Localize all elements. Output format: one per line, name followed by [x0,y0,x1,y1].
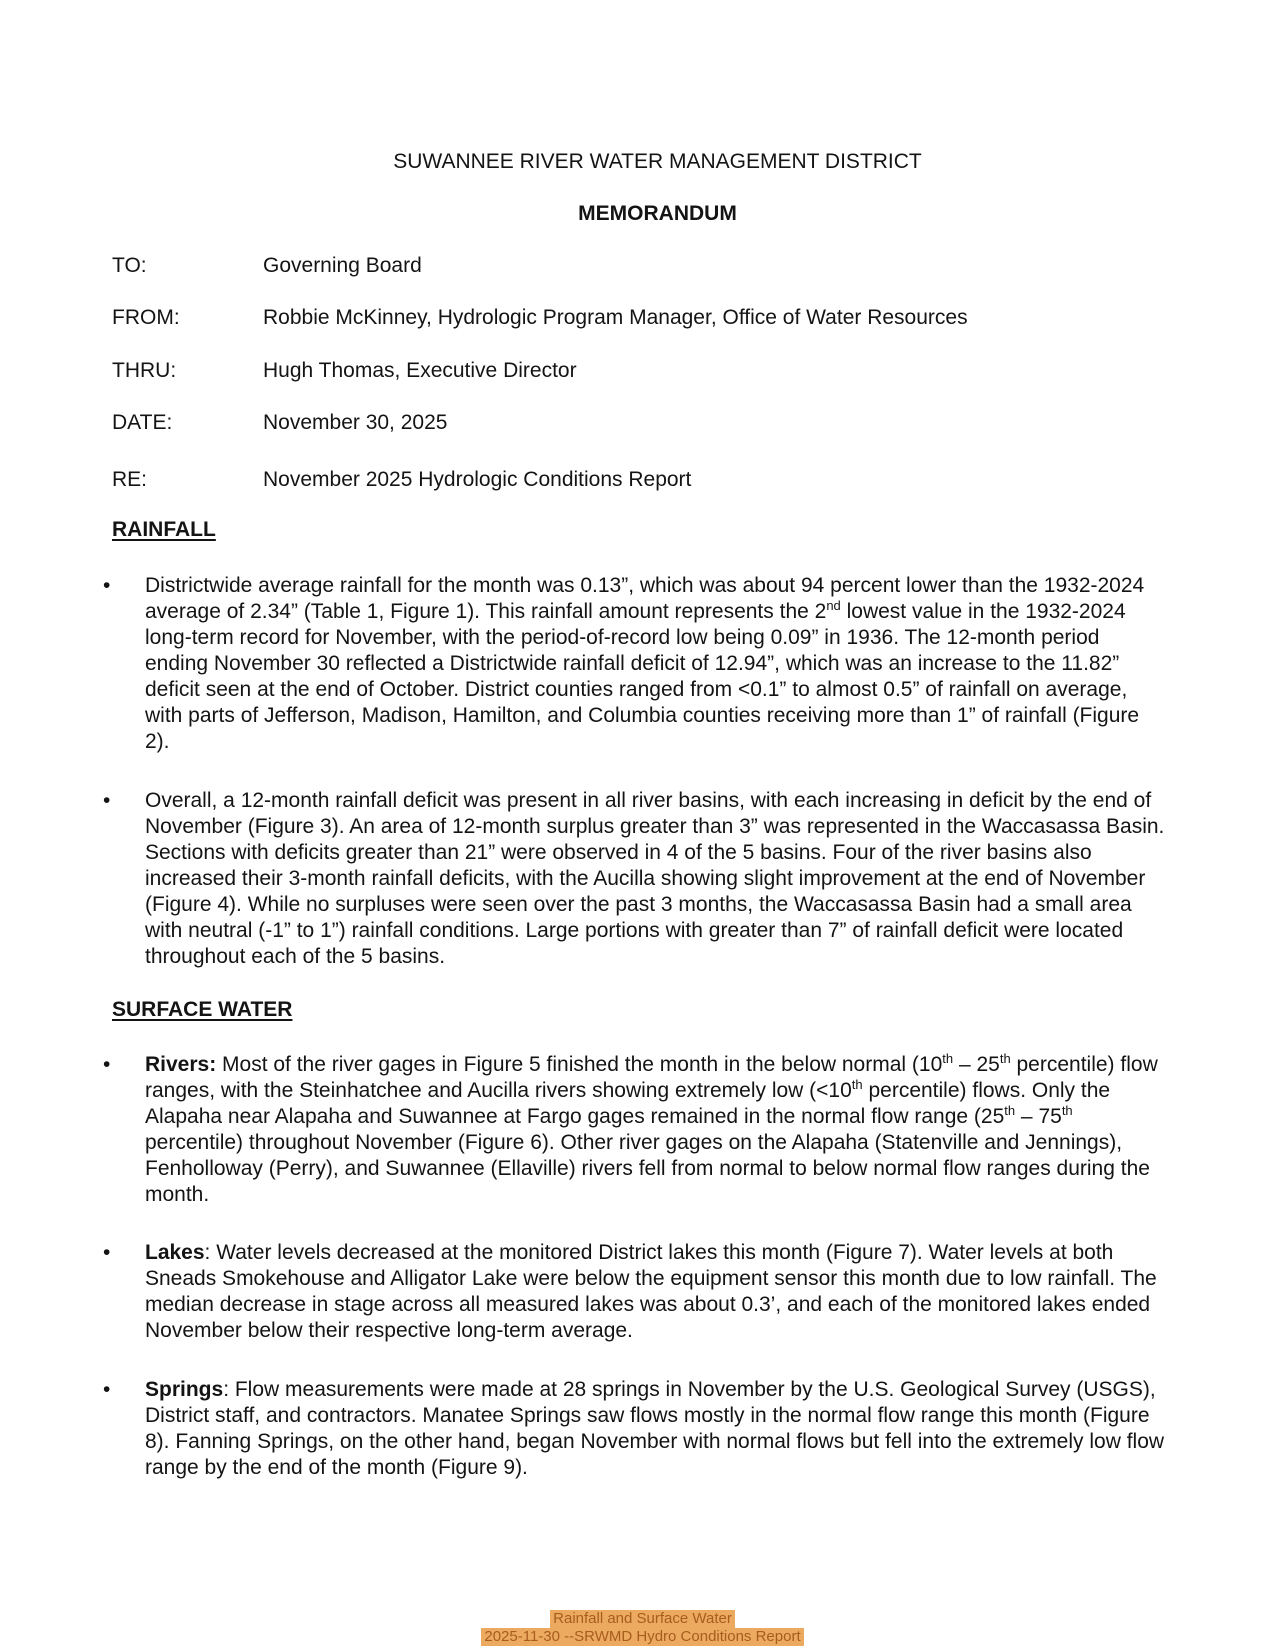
memo-field-value: Robbie McKinney, Hydrologic Program Manager, Office of Water Resources [263,306,968,329]
memo-field-label: THRU: [112,359,177,382]
memo-field-value: Governing Board [263,254,422,277]
bullet-rivers [103,1052,1165,1208]
document-title: SUWANNEE RIVER WATER MANAGEMENT DISTRICT [393,150,922,173]
document-subtitle: MEMORANDUM [578,202,737,225]
bullet-text: Springs: Flow measurements were made at 28 springs in November by the U.S. Geological Survey (USGS), District staff, and contractors. Manatee Springs saw flows mostly in the normal flow range this month (Figure 8). Fanning Springs, on the other hand, began November with normal flows but fell into the extremely low flow range by the end of the month (Figure 9). [145,1378,1165,1479]
memo-field-label: DATE: [112,411,173,434]
bullet-springs [103,1377,1165,1481]
bullet-text: Rivers: Most of the river gages in Figure 5 finished the month in the below normal (10th – 25th percentile) flow ranges, with the Steinhatchee and Aucilla rivers showing extremely low (<10th percentile) flows. Only the Alapaha near Alapaha and Suwannee at Fargo gages remained in the normal flow range (25th – 75th percentile) throughout November (Figure 6). Other river gages on the Alapaha (Statenville and Jennings), Fenholloway (Perry), and Suwannee (Ellaville) rivers fell from normal to below normal flow ranges during the month. [145,1051,1158,1206]
section-heading-rainfall: RAINFALL [112,518,216,541]
memo-field-to [112,253,1165,279]
footer-highlight-line-2: 2025-11-30 --SRWMD Hydro Conditions Report [481,1628,803,1646]
memo-field-value: November 30, 2025 [263,411,448,434]
section-heading-surface-water: SURFACE WATER [112,998,293,1021]
memo-field-thru [112,358,1165,384]
bullet-marker: • [103,789,111,812]
memo-field-label: FROM: [112,306,180,329]
memo-field-date [112,410,1165,436]
bullet-text: Districtwide average rainfall for the month was 0.13”, which was about 94 percent lower than the 1932-2024 average of 2.34” (Table 1, Figure 1). This rainfall amount represents the 2nd lowest value in the 1932-2024 long-term record for November, with the period-of-record low being 0.09” in 1936. The 12-month period ending November 30 reflected a Districtwide rainfall deficit of 12.94”, which was an increase to the 11.82” deficit seen at the end of October. District counties ranged from <0.1” to almost 0.5” of rainfall on average, with parts of Jefferson, Madison, Hamilton, and Columbia counties receiving more than 1” of rainfall (Figure 2). [145,574,1145,753]
footer-line [10,1628,1275,1646]
footer-highlight-line-1: Rainfall and Surface Water [550,1610,735,1628]
memo-field-label: RE: [112,468,148,491]
memo-field-from [112,305,1165,331]
bullet-rainfall-deficit [103,788,1165,970]
bullet-marker: • [103,1378,111,1401]
memo-field-value: November 2025 Hydrologic Conditions Report [263,468,692,491]
bullet-text: Lakes: Water levels decreased at the monitored District lakes this month (Figure 7). Water levels at both Sneads Smokehouse and Alligator Lake were below the equipment sensor this month due to low rainfall. The median decrease in stage across all measured lakes was about 0.3’, and each of the monitored lakes ended November below their respective long-term average. [145,1241,1157,1342]
bullet-marker: • [103,1241,111,1264]
footer-line [10,1610,1275,1628]
page-footer [10,1610,1275,1646]
bullet-lakes [103,1240,1165,1344]
bullet-marker: • [103,1053,111,1076]
memo-field-label: TO: [112,254,147,277]
memo-field-value: Hugh Thomas, Executive Director [263,359,577,382]
bullet-text: Overall, a 12-month rainfall deficit was present in all river basins, with each increasing in deficit by the end of November (Figure 3). An area of 12-month surplus greater than 3” was represented in the Waccasassa Basin. Sections with deficits greater than 21” were observed in 4 of the 5 basins. Four of the river basins also increased their 3-month rainfall deficits, with the Aucilla showing slight improvement at the end of November (Figure 4). While no surpluses were seen over the past 3 months, the Waccasassa Basin had a small area with neutral (-1” to 1”) rainfall conditions. Large portions with greater than 7” of rainfall deficit were located throughout each of the 5 basins. [145,789,1165,968]
bullet-marker: • [103,574,111,597]
bullet-rainfall-districtwide [103,573,1165,755]
memo-field-re [112,467,1165,493]
